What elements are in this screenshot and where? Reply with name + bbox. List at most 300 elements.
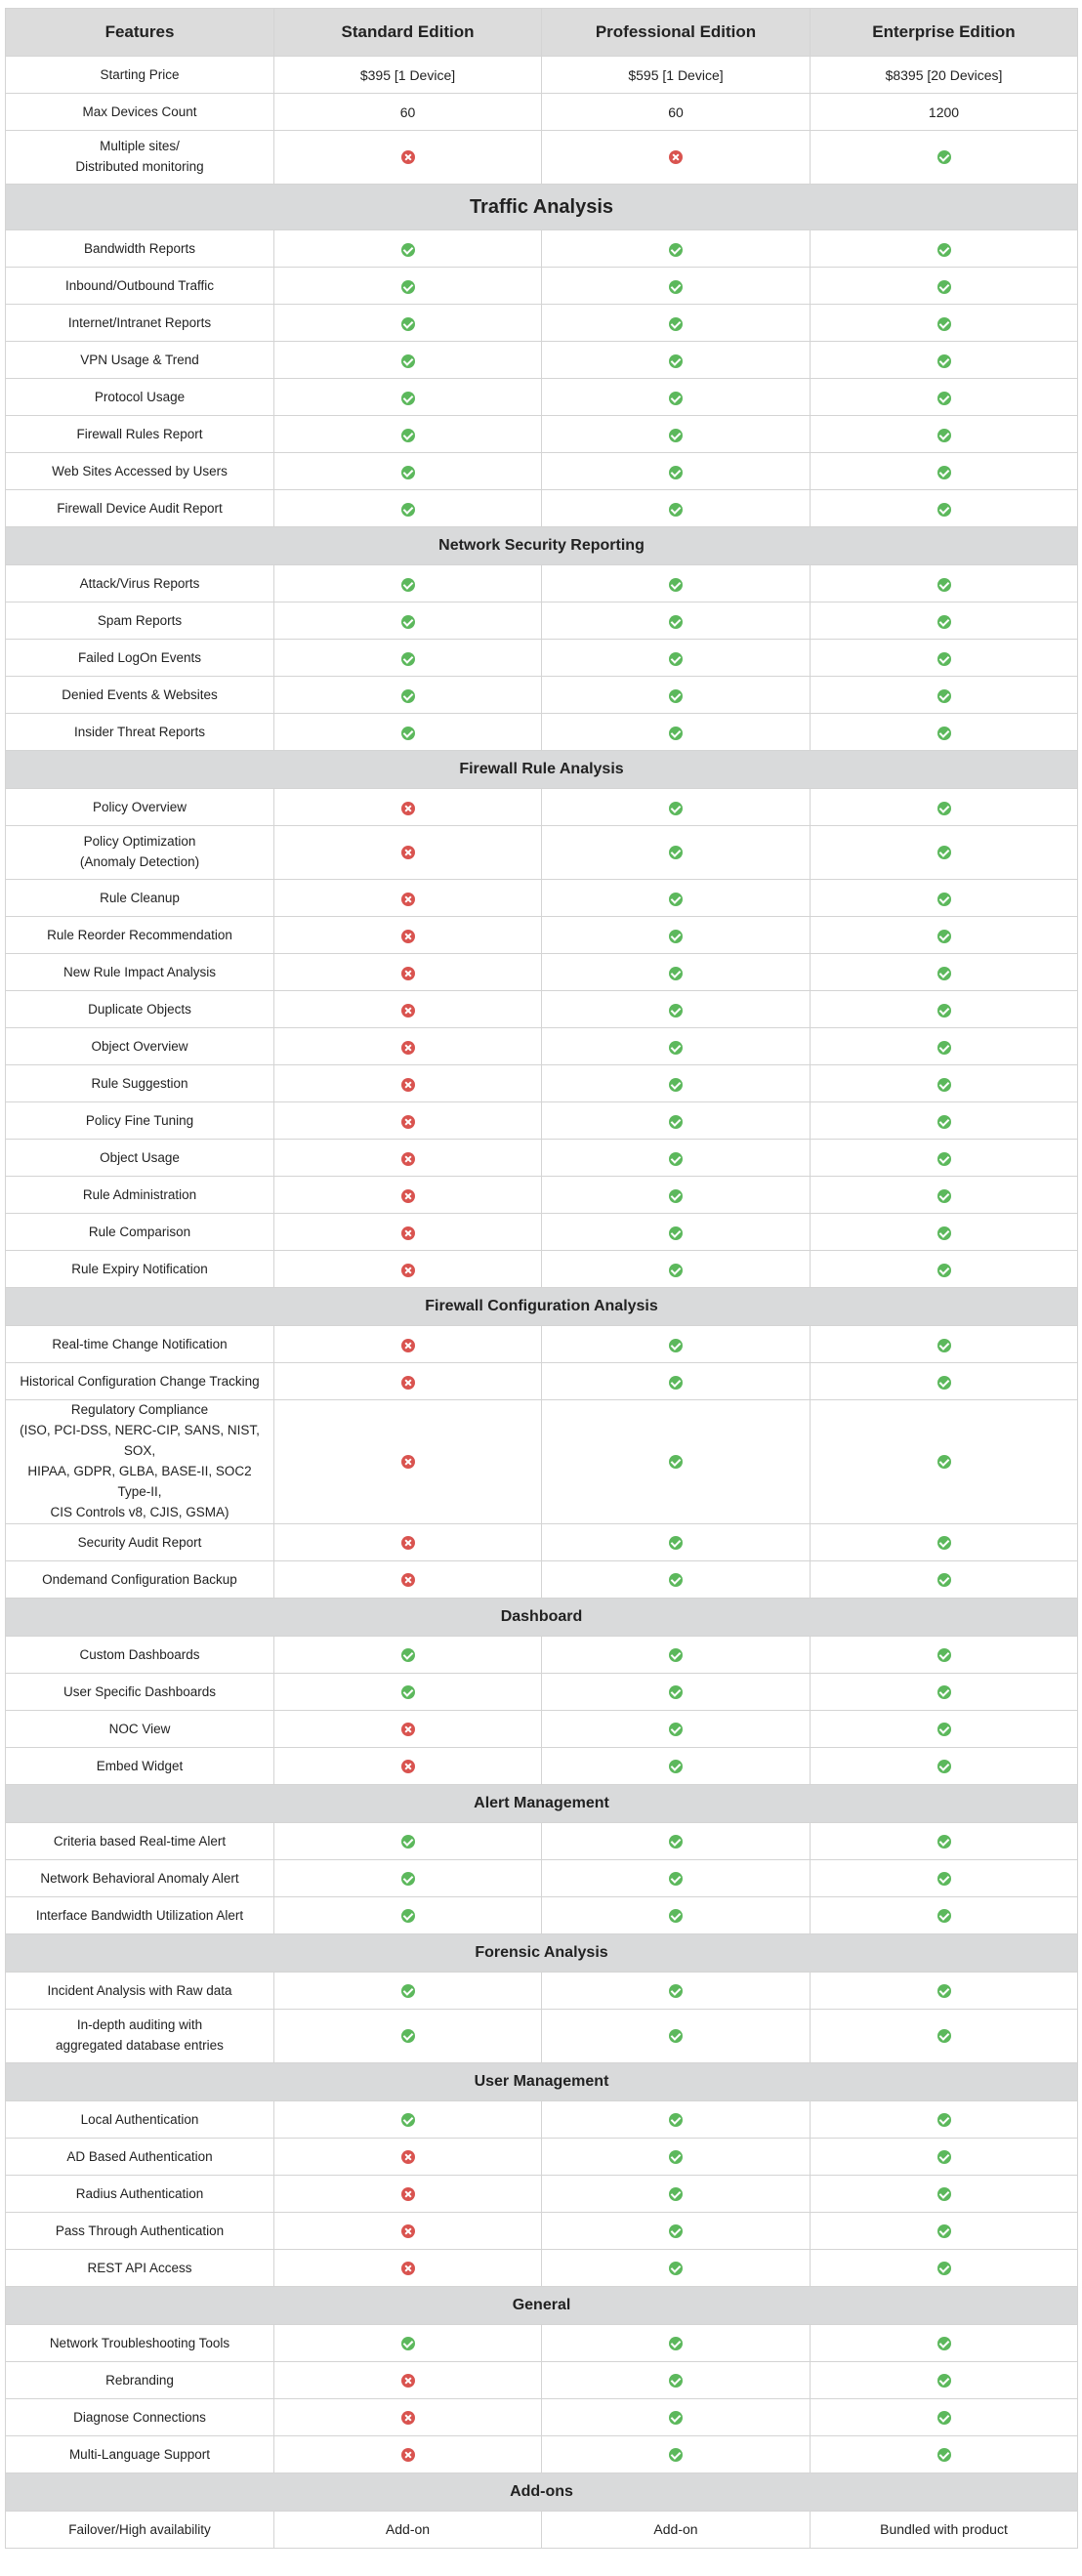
feature-name-cell: Insider Threat Reports [6,714,274,751]
feature-name-cell: Attack/Virus Reports [6,565,274,602]
check-circle-icon [669,727,683,740]
enterprise-edition-cell [811,2435,1078,2472]
professional-edition-cell [542,1972,811,2009]
check-circle-icon [937,2262,951,2275]
check-circle-icon [669,1872,683,1886]
professional-edition-cell [542,1214,811,1251]
enterprise-edition-cell [811,342,1078,379]
enterprise-edition-cell [811,1065,1078,1102]
table-row [6,1140,1078,1177]
table-row [6,565,1078,602]
cross-circle-icon [401,1723,415,1736]
table-row [6,305,1078,342]
standard-edition-cell [274,1859,542,1896]
feature-name-cell: Network Troubleshooting Tools [6,2324,274,2361]
table-row [6,1859,1078,1896]
professional-edition-cell [542,1673,811,1710]
check-circle-icon [669,1078,683,1092]
enterprise-edition-cell [811,1102,1078,1140]
enterprise-edition-cell [811,826,1078,880]
feature-name-cell: Duplicate Objects [6,991,274,1028]
check-circle-icon [401,727,415,740]
standard-edition-cell [274,789,542,826]
feature-name-cell: Rule Reorder Recommendation [6,917,274,954]
enterprise-edition-cell [811,2249,1078,2286]
table-row [6,1896,1078,1933]
check-circle-icon [937,280,951,294]
enterprise-edition-cell: Bundled with product [811,2511,1078,2548]
check-circle-icon [669,1041,683,1055]
standard-edition-cell [274,1523,542,1560]
standard-edition-cell [274,2361,542,2398]
professional-edition-cell [542,1140,811,1177]
table-row [6,379,1078,416]
check-circle-icon [669,930,683,943]
enterprise-edition-cell [811,2398,1078,2435]
professional-edition-cell [542,2435,811,2472]
enterprise-edition-cell [811,453,1078,490]
table-row [6,602,1078,640]
check-circle-icon [401,1648,415,1662]
professional-edition-cell [542,917,811,954]
table-row [6,789,1078,826]
cross-circle-icon [401,1004,415,1018]
cross-circle-icon [401,2150,415,2164]
check-circle-icon [937,727,951,740]
table-row [6,1363,1078,1400]
enterprise-edition-cell [811,490,1078,527]
professional-edition-cell [542,2212,811,2249]
standard-edition-cell [274,2138,542,2175]
check-circle-icon [669,1536,683,1550]
section-title: Traffic Analysis [6,185,1078,230]
check-circle-icon [937,2337,951,2350]
table-row [6,1523,1078,1560]
check-circle-icon [669,1152,683,1166]
feature-name-cell: Rule Suggestion [6,1065,274,1102]
standard-edition-cell [274,880,542,917]
feature-name-cell: Incident Analysis with Raw data [6,1972,274,2009]
check-circle-icon [669,689,683,703]
check-circle-icon [669,893,683,906]
enterprise-edition-cell [811,1214,1078,1251]
check-circle-icon [937,1226,951,1240]
feature-name-cell: Rule Administration [6,1177,274,1214]
standard-edition-cell [274,1400,542,1524]
feature-name-cell: Ondemand Configuration Backup [6,1560,274,1598]
check-circle-icon [937,1376,951,1390]
table-row [6,1972,1078,2009]
professional-edition-cell [542,714,811,751]
check-circle-icon [669,2337,683,2350]
professional-edition-cell [542,2361,811,2398]
check-circle-icon [401,1835,415,1849]
enterprise-edition-cell [811,1560,1078,1598]
standard-edition-cell [274,2009,542,2062]
enterprise-edition-cell [811,379,1078,416]
section-title: General [6,2286,1078,2324]
cross-circle-icon [401,967,415,980]
check-circle-icon [401,280,415,294]
check-circle-icon [937,1264,951,1277]
table-row [6,1673,1078,1710]
enterprise-edition-cell [811,1326,1078,1363]
section-header-row [6,527,1078,565]
table-row [6,2511,1078,2548]
check-circle-icon [937,2029,951,2043]
standard-edition-cell [274,305,542,342]
check-circle-icon [937,1723,951,1736]
feature-name-cell: Max Devices Count [6,94,274,131]
table-row [6,2175,1078,2212]
enterprise-edition-cell [811,1363,1078,1400]
cross-circle-icon [401,930,415,943]
table-row [6,1214,1078,1251]
enterprise-edition-cell [811,230,1078,268]
table-row [6,991,1078,1028]
edition-comparison-sheet [5,8,1077,2549]
check-circle-icon [937,1760,951,1773]
check-circle-icon [401,689,415,703]
professional-edition-cell [542,1560,811,1598]
header-features: Features [6,9,274,57]
feature-name-cell: Bandwidth Reports [6,230,274,268]
feature-name-cell: Embed Widget [6,1747,274,1784]
check-circle-icon [937,466,951,479]
professional-edition-cell [542,453,811,490]
enterprise-edition-cell [811,2212,1078,2249]
enterprise-edition-cell [811,1523,1078,1560]
section-header-row [6,2286,1078,2324]
standard-edition-cell [274,131,542,185]
feature-name-cell: Diagnose Connections [6,2398,274,2435]
check-circle-icon [669,578,683,592]
feature-name-cell: Historical Configuration Change Tracking [6,1363,274,1400]
check-circle-icon [669,2411,683,2425]
check-circle-icon [669,1573,683,1587]
header-enterprise-edition: Enterprise Edition [811,9,1078,57]
cross-circle-icon [401,1760,415,1773]
cross-circle-icon [401,802,415,815]
standard-edition-cell [274,954,542,991]
check-circle-icon [669,2187,683,2201]
cross-circle-icon [401,1189,415,1203]
table-row [6,342,1078,379]
check-circle-icon [669,2262,683,2275]
check-circle-icon [937,354,951,368]
standard-edition-cell [274,991,542,1028]
standard-edition-cell [274,2212,542,2249]
check-circle-icon [937,1835,951,1849]
check-circle-icon [937,2150,951,2164]
feature-name-cell: Inbound/Outbound Traffic [6,268,274,305]
check-circle-icon [401,466,415,479]
feature-name-cell: Policy Overview [6,789,274,826]
standard-edition-cell [274,1028,542,1065]
cross-circle-icon [401,2187,415,2201]
enterprise-edition-cell [811,2138,1078,2175]
section-title: Network Security Reporting [6,527,1078,565]
check-circle-icon [937,503,951,517]
enterprise-edition-cell [811,1400,1078,1524]
standard-edition-cell [274,268,542,305]
feature-name-cell: Policy Optimization (Anomaly Detection) [6,826,274,880]
enterprise-edition-cell: 1200 [811,94,1078,131]
standard-edition-cell [274,1326,542,1363]
check-circle-icon [669,2224,683,2238]
feature-name-cell: Web Sites Accessed by Users [6,453,274,490]
feature-name-cell: Starting Price [6,57,274,94]
feature-name-cell: Rebranding [6,2361,274,2398]
check-circle-icon [669,802,683,815]
table-row [6,677,1078,714]
check-circle-icon [669,1004,683,1018]
check-circle-icon [401,1909,415,1923]
enterprise-edition-cell [811,2009,1078,2062]
standard-edition-cell [274,230,542,268]
check-circle-icon [937,392,951,405]
check-circle-icon [669,2029,683,2043]
check-circle-icon [669,1723,683,1736]
feature-name-cell: Security Audit Report [6,1523,274,1560]
cross-circle-icon [401,846,415,859]
table-row [6,954,1078,991]
check-circle-icon [937,1872,951,1886]
professional-edition-cell [542,826,811,880]
cross-circle-icon [401,1455,415,1469]
enterprise-edition-cell [811,917,1078,954]
standard-edition-cell [274,1636,542,1673]
professional-edition-cell [542,2398,811,2435]
table-row [6,1400,1078,1524]
enterprise-edition-cell [811,1251,1078,1288]
professional-edition-cell [542,2138,811,2175]
table-row [6,2212,1078,2249]
enterprise-edition-cell [811,1747,1078,1784]
cross-circle-icon [401,2411,415,2425]
professional-edition-cell [542,1251,811,1288]
enterprise-edition-cell [811,789,1078,826]
cross-circle-icon [401,1152,415,1166]
check-circle-icon [937,1573,951,1587]
check-circle-icon [669,2448,683,2462]
table-row [6,94,1078,131]
professional-edition-cell: $595 [1 Device] [542,57,811,94]
enterprise-edition-cell [811,714,1078,751]
professional-edition-cell [542,416,811,453]
table-row [6,2249,1078,2286]
feature-name-cell: VPN Usage & Trend [6,342,274,379]
cross-circle-icon [401,1264,415,1277]
check-circle-icon [669,1376,683,1390]
check-circle-icon [937,2113,951,2127]
check-circle-icon [669,1984,683,1998]
professional-edition-cell [542,954,811,991]
professional-edition-cell [542,305,811,342]
standard-edition-cell [274,2435,542,2472]
check-circle-icon [937,1536,951,1550]
section-title: Forensic Analysis [6,1933,1078,1972]
feature-name-cell: Internet/Intranet Reports [6,305,274,342]
standard-edition-cell [274,565,542,602]
check-circle-icon [937,578,951,592]
enterprise-edition-cell [811,1636,1078,1673]
check-circle-icon [669,1189,683,1203]
feature-name-cell: Denied Events & Websites [6,677,274,714]
professional-edition-cell [542,230,811,268]
standard-edition-cell [274,1673,542,1710]
check-circle-icon [669,967,683,980]
feature-name-cell: New Rule Impact Analysis [6,954,274,991]
professional-edition-cell: Add-on [542,2511,811,2548]
professional-edition-cell [542,342,811,379]
check-circle-icon [937,2224,951,2238]
check-circle-icon [937,652,951,666]
edition-comparison-table [5,8,1078,2549]
professional-edition-cell [542,490,811,527]
table-row [6,416,1078,453]
cross-circle-icon [401,1041,415,1055]
cross-circle-icon [401,1573,415,1587]
enterprise-edition-cell [811,991,1078,1028]
enterprise-edition-cell [811,305,1078,342]
professional-edition-cell [542,991,811,1028]
standard-edition-cell [274,1251,542,1288]
check-circle-icon [669,317,683,331]
standard-edition-cell [274,826,542,880]
table-header-row [6,9,1078,57]
check-circle-icon [401,578,415,592]
professional-edition-cell [542,2249,811,2286]
table-row [6,230,1078,268]
table-row [6,1636,1078,1673]
table-body [6,57,1078,2549]
check-circle-icon [937,1004,951,1018]
standard-edition-cell [274,1560,542,1598]
professional-edition-cell [542,1896,811,1933]
enterprise-edition-cell [811,2175,1078,2212]
section-header-row [6,751,1078,789]
cross-circle-icon [401,1339,415,1352]
feature-name-cell: REST API Access [6,2249,274,2286]
professional-edition-cell [542,2100,811,2138]
feature-name-cell: Protocol Usage [6,379,274,416]
table-row [6,1747,1078,1784]
feature-name-cell: Network Behavioral Anomaly Alert [6,1859,274,1896]
check-circle-icon [937,150,951,164]
feature-name-cell: Firewall Device Audit Report [6,490,274,527]
enterprise-edition-cell [811,1673,1078,1710]
enterprise-edition-cell [811,131,1078,185]
table-row [6,490,1078,527]
enterprise-edition-cell [811,1177,1078,1214]
table-row [6,453,1078,490]
standard-edition-cell [274,1214,542,1251]
check-circle-icon [401,615,415,629]
enterprise-edition-cell [811,416,1078,453]
check-circle-icon [937,1189,951,1203]
check-circle-icon [937,1041,951,1055]
standard-edition-cell [274,602,542,640]
feature-name-cell: Multi-Language Support [6,2435,274,2472]
cross-circle-icon [401,1115,415,1129]
check-circle-icon [669,1909,683,1923]
professional-edition-cell [542,880,811,917]
check-circle-icon [937,1455,951,1469]
check-circle-icon [937,846,951,859]
table-row [6,2361,1078,2398]
professional-edition-cell [542,1822,811,1859]
table-row [6,1560,1078,1598]
enterprise-edition-cell [811,1972,1078,2009]
enterprise-edition-cell [811,2100,1078,2138]
check-circle-icon [937,1648,951,1662]
feature-name-cell: Multiple sites/ Distributed monitoring [6,131,274,185]
cross-circle-icon [401,150,415,164]
enterprise-edition-cell [811,602,1078,640]
feature-name-cell: Object Usage [6,1140,274,1177]
enterprise-edition-cell [811,1710,1078,1747]
check-circle-icon [401,2337,415,2350]
check-circle-icon [937,1078,951,1092]
feature-name-cell: Real-time Change Notification [6,1326,274,1363]
professional-edition-cell [542,602,811,640]
table-row [6,1326,1078,1363]
table-row [6,2435,1078,2472]
professional-edition-cell [542,677,811,714]
standard-edition-cell [274,342,542,379]
check-circle-icon [669,503,683,517]
professional-edition-cell [542,1523,811,1560]
professional-edition-cell [542,1747,811,1784]
enterprise-edition-cell [811,2324,1078,2361]
standard-edition-cell: $395 [1 Device] [274,57,542,94]
professional-edition-cell [542,1710,811,1747]
feature-name-cell: Criteria based Real-time Alert [6,1822,274,1859]
professional-edition-cell [542,2324,811,2361]
table-row [6,1028,1078,1065]
check-circle-icon [669,2374,683,2388]
feature-name-cell: Rule Cleanup [6,880,274,917]
feature-name-cell: Firewall Rules Report [6,416,274,453]
feature-name-cell: Custom Dashboards [6,1636,274,1673]
feature-name-cell: Rule Comparison [6,1214,274,1251]
cross-circle-icon [401,1226,415,1240]
enterprise-edition-cell [811,640,1078,677]
check-circle-icon [937,802,951,815]
standard-edition-cell: 60 [274,94,542,131]
check-circle-icon [669,615,683,629]
standard-edition-cell [274,453,542,490]
check-circle-icon [401,1685,415,1699]
feature-name-cell: Local Authentication [6,2100,274,2138]
check-circle-icon [937,317,951,331]
standard-edition-cell [274,1102,542,1140]
professional-edition-cell: 60 [542,94,811,131]
standard-edition-cell [274,917,542,954]
feature-name-cell: Failed LogOn Events [6,640,274,677]
standard-edition-cell [274,1140,542,1177]
table-row [6,1710,1078,1747]
enterprise-edition-cell [811,1028,1078,1065]
professional-edition-cell [542,2175,811,2212]
check-circle-icon [669,1648,683,1662]
header-standard-edition: Standard Edition [274,9,542,57]
check-circle-icon [937,2187,951,2201]
professional-edition-cell [542,1859,811,1896]
cross-circle-icon [401,893,415,906]
check-circle-icon [669,2113,683,2127]
